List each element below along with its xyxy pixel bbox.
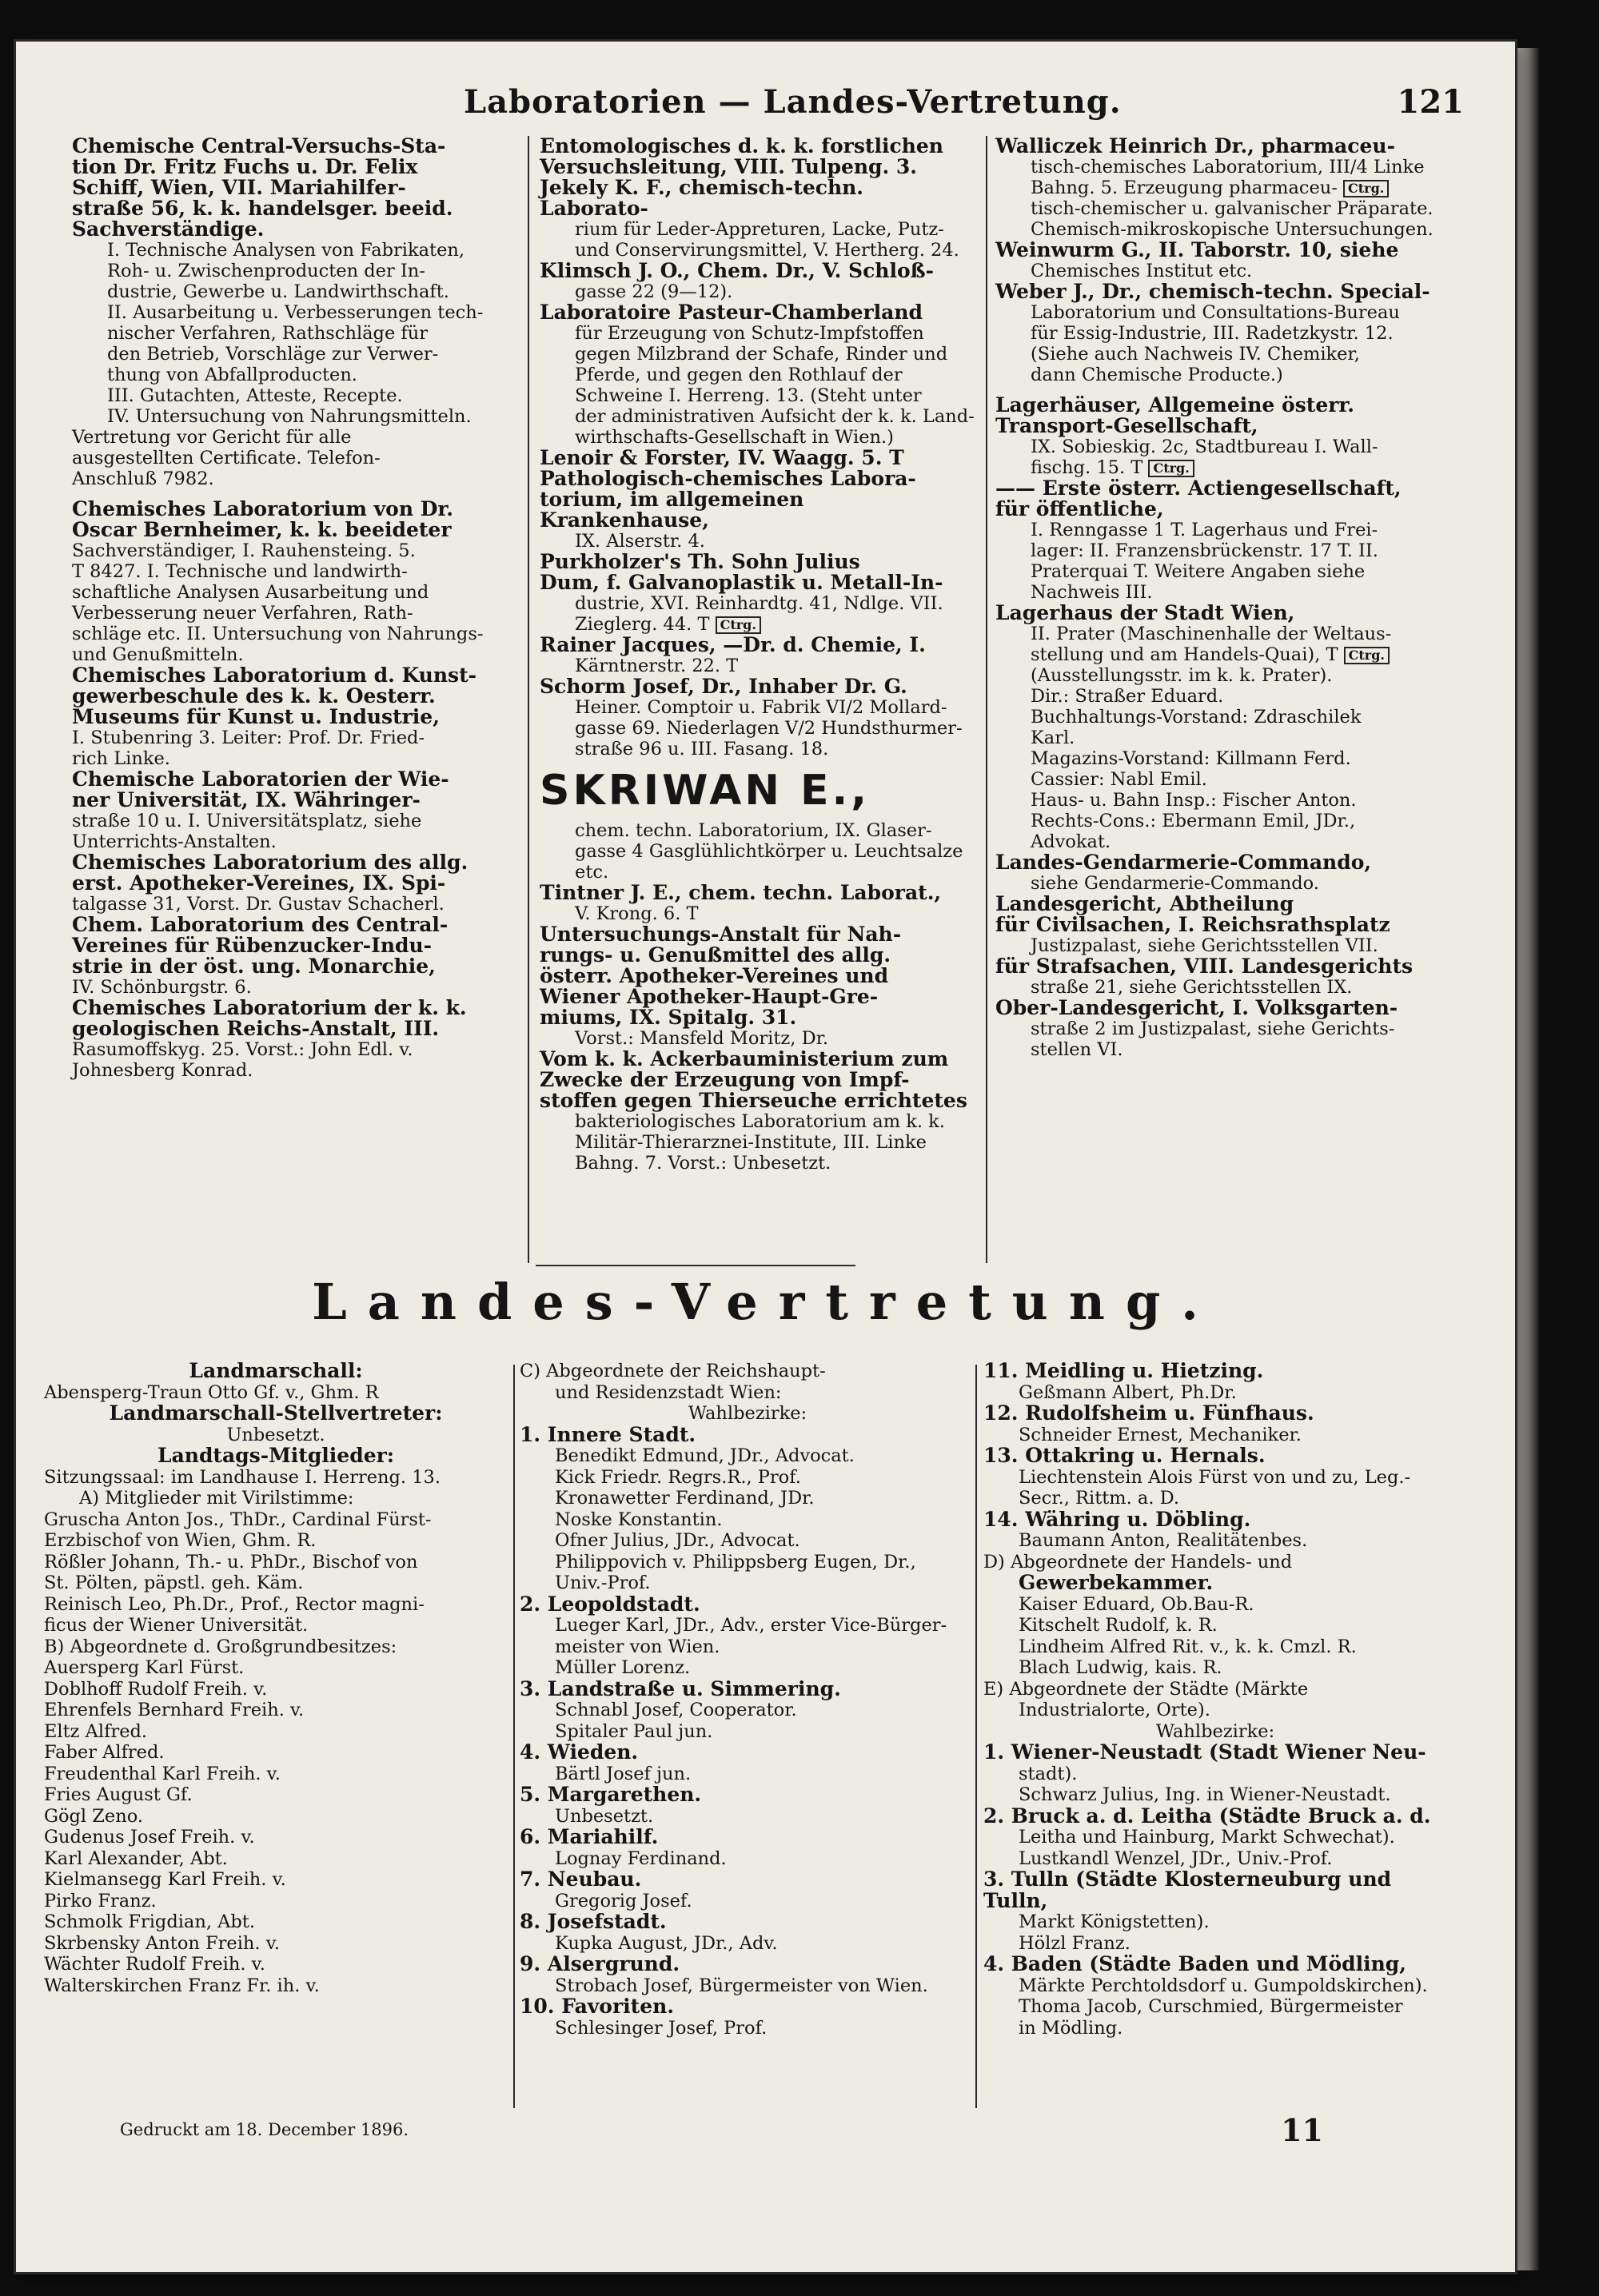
entry-line: für Erzeugung von Schutz-Impfstoffen [575, 323, 924, 344]
entry-line: T 8427. I. Technische und landwirth- [72, 561, 408, 582]
entry-line: Geßmann Albert, Ph.Dr. [1019, 1381, 1237, 1403]
entry-heading: Lagerhaus der Stadt Wien, [995, 601, 1295, 624]
entry-line: tisch-chemischer u. galvanischer Präparate. [1031, 198, 1434, 219]
entry-line: schläge etc. II. Untersuchung von Nahrungs- [72, 624, 484, 644]
entry-line: II. Ausarbeitung u. Verbesserungen tech- [107, 302, 484, 323]
entry-line: dann Chemische Producte.) [1031, 365, 1283, 385]
entry-line: Advokat. [1031, 831, 1111, 852]
entry-line: Roh- u. Zwischenproducten der In- [107, 261, 425, 281]
entry-line: für Essig-Industrie, III. Radetzkystr. 12. [1031, 323, 1394, 344]
entry-line: Markt Königstetten). [1019, 1911, 1210, 1932]
entry-line: talgasse 31, Vorst. Dr. Gustav Schacherl. [72, 894, 445, 915]
telegraph-badge: Ctrg. [1148, 460, 1194, 477]
entry-line: A) Mitglieder mit Virilstimme: [79, 1488, 354, 1509]
entry-line: Kärntnerstr. 22. T [575, 656, 739, 676]
entry-line: Wahlbezirke: [1155, 1720, 1275, 1742]
entry-line: Praterquai T. Weitere Angaben siehe [1031, 561, 1366, 582]
entry-heading: 7. Neubau. [520, 1867, 642, 1891]
entry-line: fischg. 15. T Ctrg. [995, 457, 1439, 478]
entry-line: Chemisches Institut etc. [1031, 261, 1253, 281]
entry-line: Karl Alexander, Abt. [44, 1848, 228, 1869]
entry-line: Abensperg-Traun Otto Gf. v., Ghm. R [44, 1381, 379, 1403]
entry-line: Lognay Ferdinand. [555, 1848, 727, 1869]
column-landtag-members [44, 1361, 508, 1996]
telegraph-badge: Ctrg. [716, 616, 761, 634]
entry-heading: Schiff, Wien, VII. Mariahilfer- [72, 176, 406, 199]
entry-line: Unbesetzt. [555, 1805, 654, 1827]
entry-line: Noske Konstantin. [555, 1509, 723, 1530]
entry-heading: 3. Tulln (Städte Klosterneuburg und Tulln, [983, 1867, 1392, 1912]
entry-heading: Chemische Central-Versuchs-Sta- [72, 134, 446, 157]
entry-line: Rößler Johann, Th.- u. PhDr., Bischof von [44, 1551, 418, 1573]
entry-line: I. Stubenring 3. Leiter: Prof. Dr. Fried- [72, 727, 425, 748]
entry-line: Lustkandl Wenzel, JDr., Univ.-Prof. [1019, 1848, 1333, 1869]
entry-line: D) Abgeordnete der Handels- und [983, 1551, 1293, 1573]
entry-line: Verbesserung neuer Verfahren, Rath- [72, 603, 413, 624]
entry-heading: Zwecke der Erzeugung von Impf- [540, 1068, 910, 1091]
entry-heading: —— Erste österr. Actiengesellschaft, [995, 476, 1402, 500]
entry-line: Nachweis III. [1031, 582, 1153, 603]
entry-heading: 6. Mariahilf. [520, 1825, 659, 1848]
entry-heading: Entomologisches d. k. k. forstlichen [540, 134, 943, 157]
entry-heading: Transport-Gesellschaft, [995, 414, 1258, 437]
entry-line: Buchhaltungs-Vorstand: Zdraschilek [1031, 707, 1362, 727]
entry-heading: Landes-Gendarmerie-Commando, [995, 851, 1372, 874]
entry-line: IX. Sobieskig. 2c, Stadtbureau I. Wall- [1031, 436, 1378, 457]
entry-line: II. Prater (Maschinenhalle der Weltaus- [1031, 624, 1392, 644]
entry-line: Pferde, und gegen den Rothlauf der [575, 365, 903, 385]
entry-line: Chemisch-mikroskopische Untersuchungen. [1031, 219, 1434, 240]
column-divider [975, 1365, 977, 2108]
entry-line: C) Abgeordnete der Reichshaupt- [520, 1361, 826, 1381]
column-left-laboratorien [72, 136, 512, 1081]
entry-heading: 9. Alsergrund. [520, 1952, 680, 1975]
entry-line: (Ausstellungsstr. im k. k. Prater). [1031, 665, 1333, 686]
print-date: Gedruckt am 18. December 1896. [120, 2120, 409, 2139]
entry-heading: 1. Innere Stadt. [520, 1422, 696, 1446]
column-divider [513, 1365, 515, 2108]
entry-heading: Chem. Laboratorium des Central- [72, 913, 449, 936]
entry-line: Bärtl Josef jun. [555, 1763, 692, 1784]
entry-heading: 2. Bruck a. d. Leitha (Städte Bruck a. d. [983, 1804, 1431, 1828]
entry-line: Bahng. 7. Vorst.: Unbesetzt. [575, 1153, 831, 1174]
entry-line: in Mödling. [1019, 2017, 1123, 2039]
entry-line: Ofner Julius, JDr., Advocat. [555, 1530, 800, 1551]
entry-line: Kronawetter Ferdinand, JDr. [555, 1488, 815, 1509]
entry-line: III. Gutachten, Atteste, Recepte. [107, 385, 403, 406]
entry-line: stadt). [1019, 1763, 1078, 1784]
entry-heading: torium, im allgemeinen Krankenhause, [540, 488, 804, 532]
entry-line: straße 2 im Justizpalast, siehe Gerichts- [1031, 1018, 1395, 1039]
entry-line: Auersperg Karl Fürst. [44, 1657, 245, 1678]
entry-line: IX. Alserstr. 4. [575, 531, 705, 552]
entry-line: Blach Ludwig, kais. R. [1019, 1657, 1222, 1678]
entry-heading: erst. Apotheker-Vereines, IX. Spi- [72, 871, 446, 895]
entry-heading: Purkholzer's Th. Sohn Julius [540, 550, 860, 573]
entry-line: Cassier: Nabl Emil. [1031, 769, 1207, 790]
entry-heading: strie in der öst. ung. Monarchie, [72, 955, 436, 978]
entry-line: tisch-chemisches Laboratorium, III/4 Linke [1031, 157, 1425, 177]
entry-line: I. Technische Analysen von Fabrikaten, [107, 240, 465, 261]
entry-heading: rungs- u. Genußmittel des allg. [540, 943, 891, 967]
entry-heading: 1. Wiener-Neustadt (Stadt Wiener Neu- [983, 1740, 1426, 1764]
entry-heading: für Civilsachen, I. Reichsrathsplatz [995, 913, 1390, 936]
telegraph-badge: Ctrg. [1344, 647, 1390, 664]
entry-line: Sachverständiger, I. Rauhensteing. 5. [72, 540, 416, 561]
entry-line: dustrie, XVI. Reinhardtg. 41, Ndlge. VII. [575, 593, 943, 614]
entry-line: schaftliche Analysen Ausarbeitung und [72, 582, 429, 603]
entry-line: Doblhoff Rudolf Freih. v. [44, 1678, 268, 1700]
entry-line: Märkte Perchtoldsdorf u. Gumpoldskirchen). [1019, 1975, 1428, 1996]
entry-line: Vertretung vor Gericht für alle [72, 427, 352, 448]
page-number: 121 [1397, 83, 1464, 121]
entry-heading: 4. Wieden. [520, 1740, 639, 1764]
entry-line: der administrativen Aufsicht der k. k. Land- [575, 406, 975, 427]
entry-line: Fries August Gf. [44, 1784, 193, 1805]
entry-line: Baumann Anton, Realitätenbes. [1019, 1530, 1308, 1551]
entry-line: Eltz Alfred. [44, 1720, 148, 1742]
entry-heading: Landmarschall: [189, 1359, 363, 1382]
entry-line: Univ.-Prof. [555, 1573, 651, 1593]
entry-heading: Chemisches Laboratorium von Dr. [72, 497, 453, 520]
entry-heading: Pathologisch-chemisches Labora- [540, 467, 916, 490]
entry-line: B) Abgeordnete d. Großgrundbesitzes: [44, 1636, 397, 1657]
entry-heading: miums, IX. Spitalg. 31. [540, 1006, 797, 1029]
entry-line: IV. Untersuchung von Nahrungsmitteln. [107, 406, 472, 427]
entry-line: Freudenthal Karl Freih. v. [44, 1763, 281, 1784]
entry-line: lager: II. Franzensbrückenstr. 17 T. II. [1031, 540, 1378, 561]
entry-line: Lindheim Alfred Rit. v., k. k. Cmzl. R. [1019, 1636, 1357, 1657]
entry-line: E) Abgeordnete der Städte (Märkte [983, 1678, 1309, 1700]
entry-heading: 12. Rudolfsheim u. Fünfhaus. [983, 1401, 1314, 1425]
entry-heading: Schorm Josef, Dr., Inhaber Dr. G. [540, 675, 907, 698]
entry-heading: für Strafsachen, VIII. Landesgerichts [995, 955, 1414, 978]
entry-line: straße 96 u. III. Fasang. 18. [575, 739, 829, 759]
entry-heading: Ober-Landesgericht, I. Volksgarten- [995, 996, 1398, 1019]
entry-heading: Weber J., Dr., chemisch-techn. Special- [995, 280, 1430, 303]
entry-line: Spitaler Paul jun. [555, 1720, 713, 1742]
entry-heading: straße 56, k. k. handelsger. beeid. [72, 197, 453, 220]
entry-heading: 4. Baden (Städte Baden und Mödling, [983, 1952, 1406, 1975]
entry-heading: Klimsch J. O., Chem. Dr., V. Schloß- [540, 259, 935, 282]
entry-line: Walterskirchen Franz Fr. ih. v. [44, 1975, 320, 1996]
entry-line: Skrbensky Anton Freih. v. [44, 1932, 280, 1954]
entry-line: meister von Wien. [555, 1636, 720, 1657]
entry-line: Rechts-Cons.: Ebermann Emil, JDr., [1031, 811, 1356, 831]
entry-line: Erzbischof von Wien, Ghm. R. [44, 1530, 317, 1551]
entry-heading: Oscar Bernheimer, k. k. beeideter [72, 518, 452, 541]
entry-line: gasse 22 (9—12). [575, 281, 733, 302]
entry-line: Magazins-Vorstand: Killmann Ferd. [1031, 748, 1351, 769]
entry-heading: Chemisches Laboratorium der k. k. [72, 996, 467, 1019]
entry-line: Unterrichts-Anstalten. [72, 831, 277, 852]
entry-line: siehe Gendarmerie-Commando. [1031, 873, 1319, 894]
entry-line: chem. techn. Laboratorium, IX. Glaser- [575, 820, 932, 841]
entry-line: stellung und am Handels-Quai), T Ctrg. [995, 644, 1439, 665]
entry-line: Kitschelt Rudolf, k. R. [1019, 1615, 1218, 1636]
entry-heading: 2. Leopoldstadt. [520, 1592, 700, 1616]
entry-heading: 13. Ottakring u. Hernals. [983, 1444, 1266, 1467]
entry-heading: Wiener Apotheker-Haupt-Gre- [540, 985, 879, 1008]
document-page [16, 42, 1515, 2272]
entry-heading: österr. Apotheker-Vereines und [540, 964, 889, 987]
entry-heading: Laboratoire Pasteur-Chamberland [540, 301, 923, 324]
entry-line: Schmolk Frigdian, Abt. [44, 1911, 255, 1932]
entry-line: V. Krong. 6. T [575, 903, 699, 924]
entry-line: Justizpalast, siehe Gerichtsstellen VII. [1031, 935, 1378, 956]
entry-line: Vorst.: Mansfeld Moritz, Dr. [575, 1028, 829, 1049]
entry-heading: 14. Währing u. Döbling. [983, 1507, 1251, 1531]
column-middle-laboratorien [540, 136, 975, 1174]
entry-line: Reinisch Leo, Ph.Dr., Prof., Rector magni- [44, 1593, 425, 1615]
entry-heading: Vom k. k. Ackerbauministerium zum [540, 1047, 949, 1070]
entry-line: Schwarz Julius, Ing. in Wiener-Neustadt. [1019, 1784, 1391, 1805]
entry-line: rium für Leder-Appreturen, Lacke, Putz- [575, 219, 944, 240]
entry-line: gasse 69. Niederlagen V/2 Hundsthurmer- [575, 718, 963, 739]
entry-line: thung von Abfallproducten. [107, 365, 357, 385]
entry-line: nischer Verfahren, Rathschläge für [107, 323, 429, 344]
entry-line: Johnesberg Konrad. [72, 1060, 253, 1081]
entry-line: Secr., Rittm. a. D. [1019, 1488, 1180, 1509]
entry-heading: für öffentliche, [995, 497, 1164, 520]
entry-line: Pirko Franz. [44, 1890, 157, 1911]
entry-line: Müller Lorenz. [555, 1657, 691, 1678]
entry-line: bakteriologisches Laboratorium am k. k. [575, 1111, 945, 1132]
entry-line: Faber Alfred. [44, 1742, 165, 1763]
entry-line: Kaiser Eduard, Ob.Bau-R. [1019, 1593, 1254, 1615]
entry-line: Kupka August, JDr., Adv. [555, 1932, 778, 1954]
column-chamber-and-towns [983, 1361, 1447, 2039]
entry-line: gasse 4 Gasglühlichtkörper u. Leuchtsalze etc. [575, 841, 963, 883]
entry-heading: Rainer Jacques, —Dr. d. Chemie, I. [540, 633, 926, 656]
entry-heading: Lagerhäuser, Allgemeine österr. [995, 393, 1354, 417]
entry-line: Heiner. Comptoir u. Fabrik VI/2 Mollard- [575, 697, 947, 718]
entry-line: Kielmansegg Karl Freih. v. [44, 1869, 286, 1890]
entry-heading: Tintner J. E., chem. techn. Laborat., [540, 881, 942, 904]
column-right-laboratorien [995, 136, 1439, 1060]
column-vienna-deputies [520, 1361, 975, 2039]
entry-line: (Siehe auch Nachweis IV. Chemiker, [1031, 344, 1360, 365]
entry-heading: Versuchsleitung, VIII. Tulpeng. 3. [540, 155, 918, 178]
page-title: Laboratorien — Landes-Vertretung. [464, 83, 1122, 121]
entry-line: Rasumoffskyg. 25. Vorst.: John Edl. v. [72, 1039, 413, 1060]
entry-heading: Jekely K. F., chemisch-techn. Laborato- [540, 176, 864, 220]
entry-line: Hölzl Franz. [1019, 1932, 1130, 1954]
entry-line: Gruscha Anton Jos., ThDr., Cardinal Fürst- [44, 1509, 432, 1530]
entry-line: Leitha und Hainburg, Markt Schwechat). [1019, 1827, 1395, 1848]
section-heading: Landes-Vertretung. [312, 1273, 1219, 1331]
entry-line: und Conservirungsmittel, V. Hertherg. 24. [575, 240, 959, 261]
entry-line: Gudenus Josef Freih. v. [44, 1827, 255, 1848]
entry-heading: Landtags-Mitglieder: [158, 1444, 394, 1467]
entry-line: Zieglerg. 44. T Ctrg. [540, 614, 975, 635]
entry-line: gegen Milzbrand der Schafe, Rinder und [575, 344, 948, 365]
entry-line: Militär-Thierarznei-Institute, III. Linke [575, 1132, 927, 1153]
entry-line: Wächter Rudolf Freih. v. [44, 1954, 265, 1975]
entry-heading: Weinwurm G., II. Taborstr. 10, siehe [995, 238, 1399, 261]
entry-heading: gewerbeschule des k. k. Oesterr. [72, 684, 436, 708]
entry-heading: Chemisches Laboratorium des allg. [72, 851, 469, 874]
entry-line: ausgestellten Certificate. Telefon- [72, 448, 381, 468]
entry-line: Philippovich v. Philippsberg Eugen, Dr., [555, 1551, 916, 1573]
page-edge-shadow [1515, 48, 1539, 2270]
entry-line: IV. Schönburgstr. 6. [72, 977, 252, 998]
column-divider [528, 136, 529, 1263]
column-divider [986, 136, 987, 1263]
entry-line: Kick Friedr. Regrs.R., Prof. [555, 1466, 801, 1488]
entry-line: Strobach Josef, Bürgermeister von Wien. [555, 1975, 928, 1996]
section-rule [536, 1265, 855, 1266]
entry-heading: Landesgericht, Abtheilung [995, 892, 1294, 915]
entry-heading: Chemisches Laboratorium d. Kunst- [72, 664, 477, 687]
skriwan-advertisement: SKRIWAN E., [540, 767, 871, 815]
entry-heading: Landmarschall-Stellvertreter: [109, 1401, 443, 1425]
entry-line: Industrialorte, Orte). [1019, 1700, 1210, 1720]
entry-line: wirthschafts-Gesellschaft in Wien.) [575, 427, 894, 448]
entry-heading: Lenoir & Forster, IV. Waagg. 5. T [540, 446, 904, 469]
entry-line: Sitzungssaal: im Landhause I. Herreng. 13. [44, 1466, 441, 1488]
entry-line: Karl. [1031, 727, 1075, 748]
telegraph-badge: Ctrg. [1343, 180, 1389, 197]
entry-line: St. Pölten, päpstl. geh. Käm. [44, 1573, 304, 1593]
entry-line: Thoma Jacob, Curschmied, Bürgermeister [1019, 1996, 1403, 2017]
entry-line: Lueger Karl, JDr., Adv., erster Vice-Bürger- [555, 1615, 947, 1636]
entry-heading: 8. Josefstadt. [520, 1910, 667, 1933]
entry-line: stellen VI. [1031, 1039, 1123, 1060]
entry-heading: Dum, f. Galvanoplastik u. Metall-In- [540, 571, 943, 594]
entry-line: Unbesetzt. [226, 1424, 325, 1445]
page-header [16, 83, 1515, 131]
signature-number: 11 [1281, 2112, 1323, 2148]
entry-line: rich Linke. [72, 748, 170, 769]
entry-line: Dir.: Straßer Eduard. [1031, 686, 1224, 707]
entry-line: Liechtenstein Alois Fürst von und zu, Leg.- [1019, 1466, 1411, 1488]
entry-heading: 11. Meidling u. Hietzing. [983, 1359, 1264, 1382]
entry-heading: 5. Margarethen. [520, 1783, 702, 1806]
entry-heading: Walliczek Heinrich Dr., pharmaceu- [995, 134, 1395, 157]
entry-line: Gögl Zeno. [44, 1805, 144, 1827]
entry-line: Ehrenfels Bernhard Freih. v. [44, 1700, 305, 1720]
entry-line: und Residenzstadt Wien: [555, 1381, 782, 1403]
entry-line: und Genußmitteln. [72, 644, 244, 665]
entry-heading: geologischen Reichs-Anstalt, III. [72, 1017, 440, 1040]
entry-heading: Gewerbekammer. [1019, 1571, 1214, 1594]
entry-heading: Untersuchungs-Anstalt für Nah- [540, 923, 902, 946]
entry-line: ficus der Wiener Universität. [44, 1615, 309, 1636]
entry-line: Laboratorium und Consultations-Bureau [1031, 302, 1400, 323]
entry-line: dustrie, Gewerbe u. Landwirthschaft. [107, 281, 449, 302]
entry-heading: tion Dr. Fritz Fuchs u. Dr. Felix [72, 155, 418, 178]
entry-heading: Chemische Laboratorien der Wie- [72, 767, 449, 791]
entry-line: Bahng. 5. Erzeugung pharmaceu- Ctrg. [995, 177, 1439, 198]
entry-heading: 3. Landstraße u. Simmering. [520, 1676, 841, 1700]
entry-heading: ner Universität, IX. Währinger- [72, 788, 421, 811]
entry-line: Schneider Ernest, Mechaniker. [1019, 1424, 1302, 1445]
entry-line: Anschluß 7982. [72, 468, 214, 489]
entry-heading: Vereines für Rübenzucker-Indu- [72, 934, 433, 957]
entry-line: den Betrieb, Vorschläge zur Verwer- [107, 344, 439, 365]
entry-heading: stoffen gegen Thierseuche errichtetes [540, 1089, 967, 1112]
entry-line: Schweine I. Herreng. 13. (Steht unter [575, 385, 922, 406]
entry-line: I. Renngasse 1 T. Lagerhaus und Frei- [1031, 520, 1378, 540]
entry-line: straße 10 u. I. Universitätsplatz, siehe [72, 811, 422, 831]
entry-heading: Museums für Kunst u. Industrie, [72, 705, 440, 728]
entry-line: Wahlbezirke: [688, 1403, 807, 1424]
entry-heading: Sachverständige. [72, 217, 265, 241]
entry-line: Benedikt Edmund, JDr., Advocat. [555, 1445, 855, 1466]
entry-heading: 10. Favoriten. [520, 1995, 674, 2018]
entry-line: Schnabl Josef, Cooperator. [555, 1700, 797, 1720]
entry-line: Schlesinger Josef, Prof. [555, 2017, 768, 2039]
entry-line: straße 21, siehe Gerichtsstellen IX. [1031, 977, 1353, 998]
entry-line: Haus- u. Bahn Insp.: Fischer Anton. [1031, 790, 1357, 811]
entry-line: Gregorig Josef. [555, 1890, 692, 1911]
